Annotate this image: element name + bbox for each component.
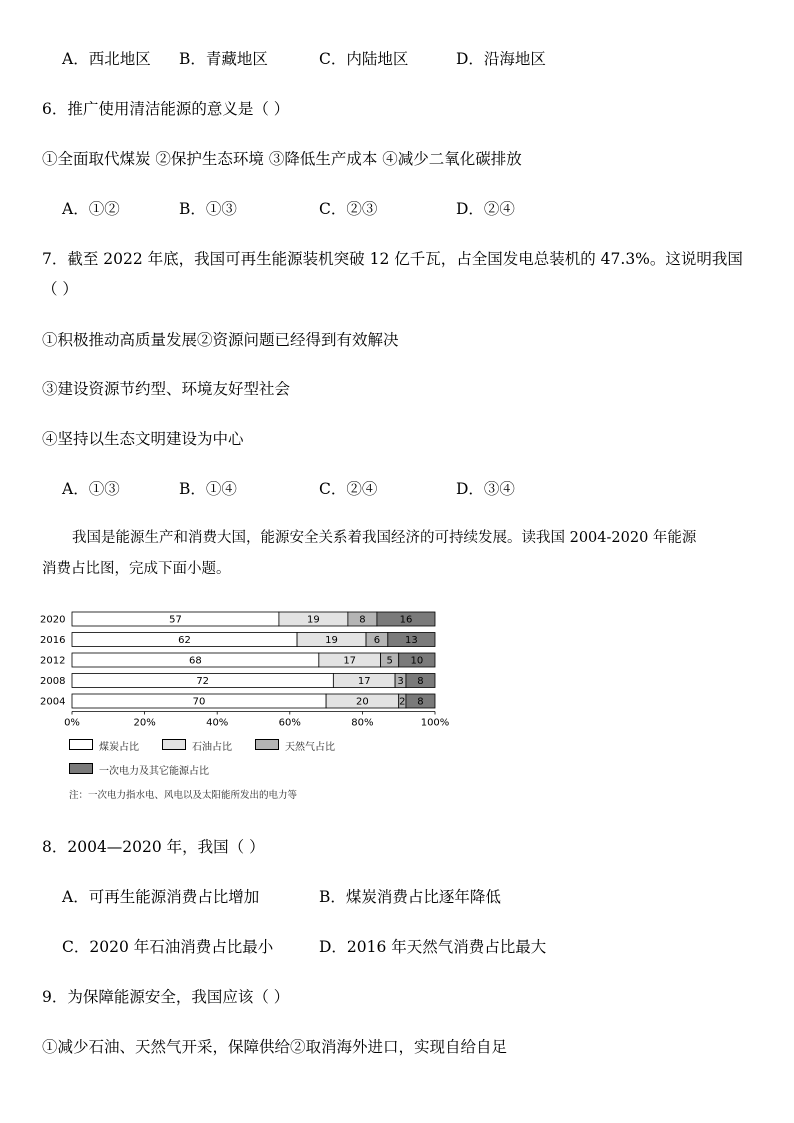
q8-option-c: C．2020 年石油消费占比最小 <box>62 938 274 956</box>
q7-option-d: D．③④ <box>456 480 515 498</box>
category-label-2004: 2004 <box>40 696 66 708</box>
legend-label-coal: 煤炭占比 <box>99 742 139 753</box>
x-tick-label-2: 40% <box>206 717 229 729</box>
q7-item-1: ①积极推动高质量发展②资源问题已经得到有效解决 <box>42 331 399 349</box>
q7-option-c: C．②④ <box>319 480 378 498</box>
x-tick-label-0: 0% <box>64 717 80 729</box>
data-label-2008-s1: 17 <box>357 676 371 687</box>
q8-option-d: D．2016 年天然气消费占比最大 <box>319 938 547 956</box>
data-label-2020-s1: 19 <box>307 614 320 626</box>
data-label-2016-s0: 62 <box>178 635 191 646</box>
q6-option-a: A．①② <box>62 200 120 218</box>
category-label-2016: 2016 <box>40 635 66 646</box>
data-label-2012-s1: 17 <box>343 655 357 667</box>
q5-option-b: B．青藏地区 <box>179 50 268 68</box>
passage-line-2: 消费占比图，完成下面小题。 <box>42 561 231 577</box>
legend-swatch-coal <box>69 739 93 750</box>
legend-label-gas: 天然气占比 <box>285 742 335 753</box>
q7-option-a: A．①③ <box>62 480 120 498</box>
q6-option-d: D．②④ <box>456 200 515 218</box>
category-label-2012: 2012 <box>40 655 66 667</box>
data-label-2004-s1: 20 <box>356 696 369 708</box>
data-label-2004-s3: 8 <box>417 696 424 708</box>
x-tick-label-4: 80% <box>351 717 374 729</box>
data-label-2008-s0: 72 <box>196 676 210 687</box>
data-label-2016-s3: 13 <box>405 635 418 646</box>
q7-item-3: ④坚持以生态文明建设为中心 <box>42 430 244 448</box>
chart-legend <box>69 738 429 778</box>
category-label-2020: 2020 <box>40 614 66 626</box>
data-label-2012-s2: 5 <box>386 655 393 667</box>
data-label-2004-s2: 2 <box>399 696 406 708</box>
q7-item-2: ③建设资源节约型、环境友好型社会 <box>42 380 291 398</box>
q6-option-c: C．②③ <box>319 200 378 218</box>
chart-note: 注：一次电力指水电、风电以及太阳能所发出的电力等 <box>69 790 298 801</box>
data-label-2008-s2: 3 <box>397 676 404 687</box>
passage-line-1: 我国是能源生产和消费大国，能源安全关系着我国经济的可持续发展。读我国 2004-2020 年能源 <box>72 530 697 546</box>
x-tick-label-5: 100% <box>420 717 450 729</box>
q7-option-b: B．①④ <box>179 480 237 498</box>
reading-passage <box>42 523 757 585</box>
q6-option-b: B．①③ <box>179 200 237 218</box>
x-tick-label-3: 60% <box>278 717 301 729</box>
q9-items: ①减少石油、天然气开采，保障供给②取消海外进口，实现自给自足 <box>42 1038 508 1056</box>
q7-stem-line1: 7．截至 2022 年底，我国可再生能源装机突破 12 亿千瓦，占全国发电总装机的 47.3%。这说明我国 <box>42 250 743 268</box>
category-label-2008: 2008 <box>40 676 66 687</box>
q6-stem: 6．推广使用清洁能源的意义是（ ） <box>42 100 290 118</box>
legend-label-oil: 石油占比 <box>192 742 232 753</box>
q9-stem: 9．为保障能源安全，我国应该（ ） <box>42 988 290 1006</box>
data-label-2020-s2: 8 <box>359 614 366 626</box>
q5-option-d: D．沿海地区 <box>456 50 546 68</box>
q5-option-a: A．西北地区 <box>62 50 151 68</box>
legend-label-electric: 一次电力及其它能源占比 <box>99 766 209 777</box>
data-label-2020-s3: 16 <box>399 614 413 626</box>
legend-swatch-gas <box>255 739 279 750</box>
q8-option-a: A．可再生能源消费占比增加 <box>62 888 260 906</box>
data-label-2016-s2: 6 <box>373 635 381 646</box>
data-label-2008-s3: 8 <box>417 676 424 687</box>
data-label-2012-s0: 68 <box>189 655 202 667</box>
q5-option-c: C．内陆地区 <box>319 50 409 68</box>
q8-stem: 8．2004—2020 年，我国（ ） <box>42 838 265 856</box>
x-tick-label-1: 20% <box>133 717 156 729</box>
q6-items: ①全面取代煤炭 ②保护生态环境 ③降低生产成本 ④减少二氧化碳排放 <box>42 150 522 168</box>
legend-swatch-oil <box>162 739 186 750</box>
energy-consumption-chart <box>38 606 468 731</box>
q8-option-b: B．煤炭消费占比逐年降低 <box>319 888 501 906</box>
data-label-2012-s3: 10 <box>410 655 424 667</box>
data-label-2004-s0: 70 <box>192 696 206 708</box>
data-label-2016-s1: 19 <box>325 635 338 646</box>
q7-stem-line2: （ ） <box>42 280 78 298</box>
legend-swatch-electric <box>69 763 93 774</box>
data-label-2020-s0: 57 <box>169 614 182 626</box>
